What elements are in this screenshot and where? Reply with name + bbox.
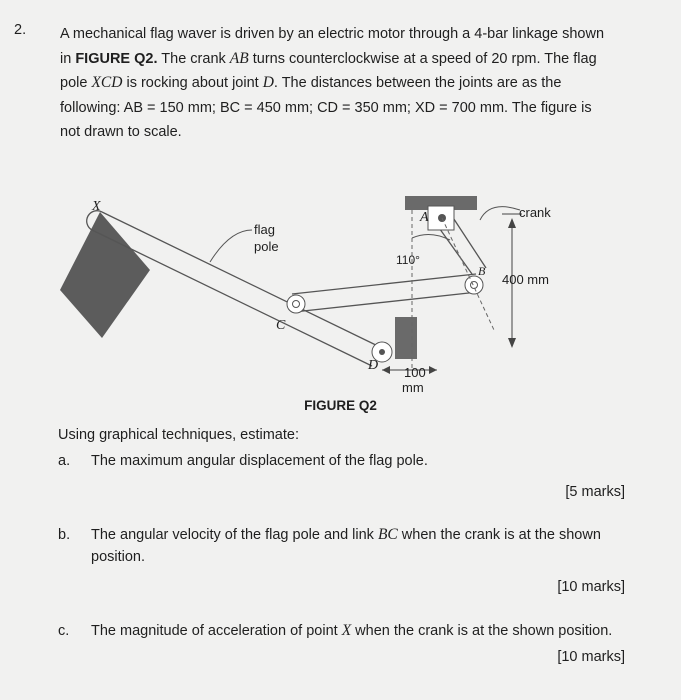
part-b-text: The angular velocity of the flag pole and link BC when the crank is at the shown position. xyxy=(91,526,601,565)
joint-c xyxy=(287,295,305,313)
label-100: 100 xyxy=(404,365,426,380)
part-b-marks: [10 marks] xyxy=(557,579,625,595)
stem-line-1: A mechanical flag waver is driven by an electric motor through a 4-bar linkage shown xyxy=(60,26,605,42)
flag-block xyxy=(60,212,150,338)
label-c: C xyxy=(276,318,286,333)
part-a-text: The maximum angular displacement of the flag pole. xyxy=(91,453,428,469)
label-x: X xyxy=(92,199,101,214)
part-a-marks: [5 marks] xyxy=(565,484,625,500)
part-c-letter: c. xyxy=(58,623,70,639)
link-bc xyxy=(292,274,478,312)
label-d: D xyxy=(368,358,379,373)
label-flag: flag xyxy=(254,222,275,237)
stem-line-5: not drawn to scale. xyxy=(60,124,182,140)
linkage-figure xyxy=(40,190,640,420)
ground-d xyxy=(395,317,417,359)
intro-text: Using graphical techniques, estimate: xyxy=(58,427,299,443)
label-b: B xyxy=(478,264,486,278)
part-a-letter: a. xyxy=(58,453,71,469)
question-stem xyxy=(60,22,640,145)
figure-caption: FIGURE Q2 xyxy=(304,398,377,413)
stem-line-3: pole XCD is rocking about joint D. The distances between the joints are as the xyxy=(60,74,562,91)
stem-line-2: in FIGURE Q2. The crank AB turns counterclockwise at a speed of 20 rpm. The flag xyxy=(60,49,597,67)
label-angle: 110° xyxy=(396,253,420,267)
part-b-letter: b. xyxy=(58,527,71,543)
label-mm: mm xyxy=(402,380,424,395)
joint-d-pin xyxy=(379,349,385,355)
part-c-text: The magnitude of acceleration of point X when the crank is at the shown position. xyxy=(91,622,613,639)
label-400-mm: 400 mm xyxy=(502,272,549,287)
stem-line-4: following: AB = 150 mm; BC = 450 mm; CD = 350 mm; XD = 700 mm. The figure is xyxy=(60,99,592,116)
label-crank: crank xyxy=(519,205,551,220)
label-a: A xyxy=(420,210,429,225)
part-c-marks: [10 marks] xyxy=(557,649,625,665)
label-pole: pole xyxy=(254,239,279,254)
question-number: 2. xyxy=(14,22,27,38)
